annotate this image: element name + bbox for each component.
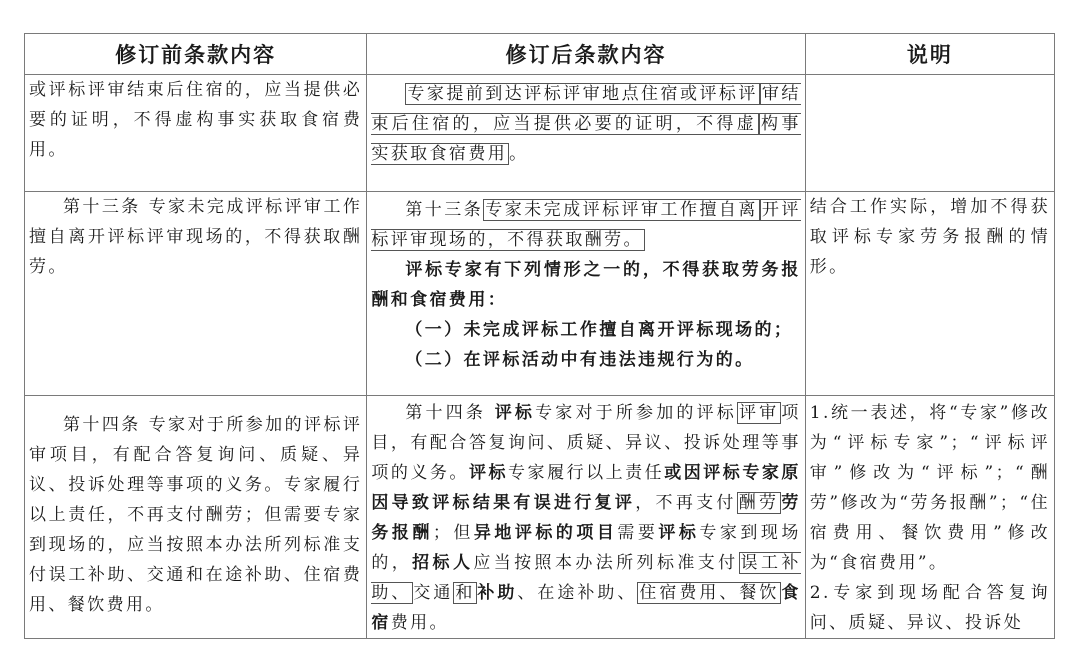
cell-note [805, 75, 1054, 192]
clause-text: 专家提前到达评标评审地点住宿或评标评 审结束后住宿的，应当提供必要的证明，不得虚 构事实获取食宿费用 。 [371, 84, 801, 164]
clause-text: 或评标评审结束后住宿的，应当提供必要的证明，不得虚构事实获取食宿费用。 [29, 80, 363, 160]
cell-before [25, 396, 367, 639]
cell-after [367, 192, 805, 396]
deleted-box: 专家未完成评标评审工作擅自离 [485, 200, 758, 220]
note-text: 结合工作实际，增加不得获取评标专家劳务报酬的情形。 [809, 197, 1050, 277]
cell-before [25, 75, 367, 192]
table-row [25, 75, 1055, 192]
header-row [25, 34, 1055, 75]
added-text: （一）未完成评标工作擅自离开评标现场的； [405, 320, 794, 340]
header-before: 修订前条款内容 [25, 34, 367, 75]
cell-after [367, 396, 805, 639]
header-after: 修订后条款内容 [367, 34, 805, 75]
clause-text: 第十三条 专家未完成评标评审工作擅自离开评标评审现场的，不得获取酬劳。 [29, 197, 363, 277]
cell-note [805, 396, 1054, 639]
deleted-box: 酬劳 [738, 493, 780, 513]
deleted-box: 专家提前到达评标评审地点住宿或评标评 [407, 84, 758, 104]
deleted-box: 构事实获取食宿费用 [371, 114, 801, 164]
deleted-box: 评审 [738, 403, 780, 423]
deleted-box: 住宿费用、餐饮 [639, 583, 780, 603]
cell-before [25, 192, 367, 396]
cell-note [805, 192, 1054, 396]
deleted-box: 开评标评审现场的，不得获取酬劳。 [371, 200, 801, 250]
revision-comparison-table [24, 33, 1055, 639]
note-text: 1.统一表述，将“专家”修改为“评标专家”；“评标评审”修改为“评标”；“酬劳”修改为“劳务报酬”；“住宿费用、餐饮费用”修改为“食宿费用”。 [809, 403, 1050, 573]
cell-after [367, 75, 805, 192]
clause-text: 第十四条 评标专家对于所参加的评标 评审 项目，有配合答复询问、质疑、异议、投诉处理等事项的义务。评标专家履行以上责任或因评标专家原因导致评标结果有误进行复评，不再支付 酬劳 劳务报酬；但异地评标的项目需要评标专家到现场的，招标人应当按照本办法所列标准支付 误工补助、 交通 和 补助、在途补助、 住宿费用、餐饮 食宿费用。 [371, 403, 801, 633]
clause-text: 第十四条 专家对于所参加的评标评审项目，有配合答复询问、质疑、异议、投诉处理等事项的义务。专家履行以上责任，不再支付酬劳；但需要专家到现场的，应当按照本办法所列标准支付误工补助、交通和在途补助、住宿费用、餐饮费用。 [29, 415, 363, 615]
deleted-box: 误工补助、 [371, 553, 801, 603]
deleted-box: 和 [455, 583, 476, 603]
deleted-box: 审结束后住宿的，应当提供必要的证明，不得虚 [371, 84, 801, 134]
table-row [25, 396, 1055, 639]
added-text: 评标专家有下列情形之一的，不得获取劳务报酬和食宿费用： [371, 260, 801, 310]
added-text: （二）在评标活动中有违法违规行为的。 [405, 350, 755, 370]
clause-text: 第十三条 专家未完成评标评审工作擅自离 开评标评审现场的，不得获取酬劳。 [371, 200, 801, 250]
header-note: 说明 [805, 34, 1054, 75]
note-text: 2.专家到现场配合答复询问、质疑、异议、投诉处 [809, 583, 1050, 633]
table-row [25, 192, 1055, 396]
